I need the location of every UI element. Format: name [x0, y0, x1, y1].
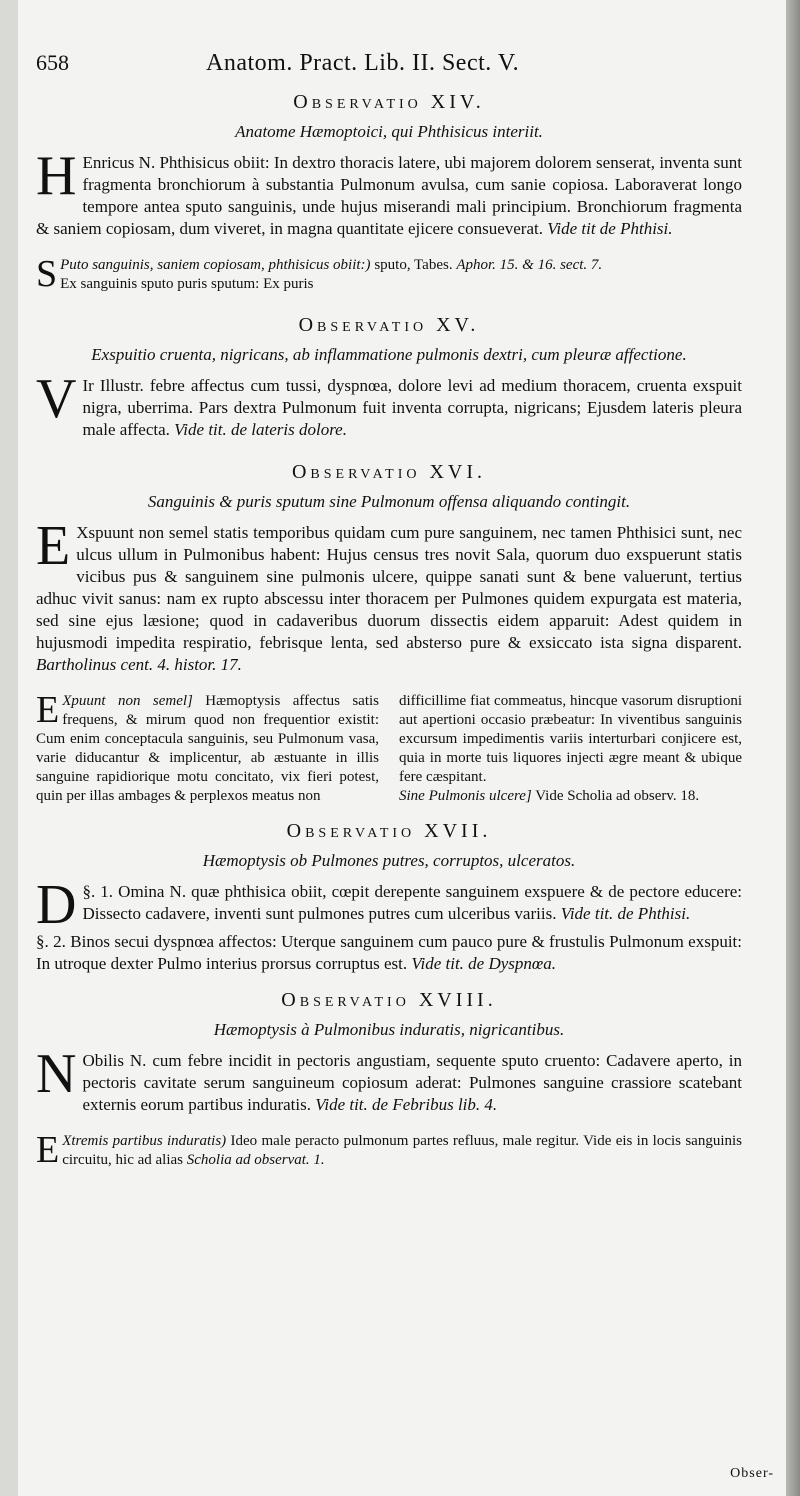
note-reference: Scholia ad observat. 1.	[186, 1152, 325, 1168]
observation-15-subtitle: Exspuitio cruenta, nigricans, ab inflammatione pulmonis dextri, cum pleuræ affectione.	[91, 345, 687, 364]
note-text: Ideo male peracto pulmonum partes refluus, male regitur. Vide eis in locis sanguinis circuitu, hic ad alias	[62, 1133, 743, 1168]
note-drop-cap: E	[36, 1129, 60, 1171]
drop-cap: N	[36, 1043, 77, 1105]
note-lemma: Xtremis partibus induratis)	[62, 1133, 227, 1149]
cross-reference: Vide tit. de Phthisi.	[560, 904, 691, 923]
observation-14-subtitle: Anatome Hæmoptoici, qui Phthisicus interiit.	[235, 122, 543, 141]
note-drop-cap: S	[36, 253, 58, 295]
cross-reference: Vide tit. de Febribus lib. 4.	[315, 1095, 498, 1114]
observation-15-text	[36, 368, 742, 441]
note-reference: Aphor. 15. & 16. sect. 7.	[456, 257, 603, 273]
body-text: Enricus N. Phthisicus obiit: In dextro thoracis latere, ubi majorem dolorem senserat, inventa sunt fragmenta bronchiorum à substantia Pulmonum avulsa, cum sanie copiosa. Laboraverat longo tempore antea sputo sanguinis, unde hujus miserandi mali principium. Bronchiorum fragmenta & saniem copiosam, dum viveret, in magna quantitate ejicere consueverat.	[36, 153, 742, 238]
note-drop-cap: E	[36, 689, 60, 731]
observation-15-title: Observatio XV.	[298, 314, 480, 336]
note-text: sputo, Tabes.	[374, 257, 453, 273]
note-reference: Vide Scholia ad observ. 18.	[535, 788, 700, 804]
observation-14-text	[36, 145, 742, 240]
drop-cap: D	[36, 874, 77, 936]
cross-reference: Vide tit. de lateris dolore.	[174, 420, 347, 439]
note-lemma: Puto sanguinis, saniem copiosam, phthisicus obiit:)	[60, 257, 371, 273]
observation-18-text	[36, 1043, 742, 1116]
observation-18-subtitle: Hæmoptysis à Pulmonibus induratis, nigricantibus.	[213, 1020, 565, 1039]
catchword: Obser-	[730, 1466, 774, 1481]
cross-reference: Bartholinus cent. 4. histor. 17.	[36, 655, 242, 674]
observation-18-title: Observatio XVIII.	[281, 989, 497, 1011]
observation-16-text	[36, 515, 742, 676]
section-number: §. 2.	[36, 932, 66, 951]
observation-14-title: Observatio XIV.	[293, 91, 485, 113]
note-lemma: Xpuunt non semel]	[62, 693, 193, 709]
commentary-left-column	[36, 689, 380, 806]
observation-17-subtitle: Hæmoptysis ob Pulmones putres, corruptos, ulceratos.	[202, 851, 576, 870]
observation-17-section-1	[36, 874, 743, 936]
observation-16-title: Observatio XVI.	[291, 461, 487, 483]
body-text: Ir Illustr. febre affectus cum tussi, dyspnœa, dolore levi ad medium thoracem, cruenta exspuit nigra, uberrima. Pars dextra Pulmonum fuit inventa corrupta, nigricans; Ejusdem lateris pleura male affecta.	[82, 376, 742, 439]
note-lemma: Sine Pulmonis ulcere]	[399, 788, 532, 804]
observation-16-commentary	[36, 689, 742, 806]
body-text: Binos secui dyspnœa affectos: Uterque sanguinem cum pauco pure & frustulis Pulmonum exspuit: In utroque dexter Pulmo interius prorsus corruptus est.	[36, 932, 743, 973]
drop-cap: E	[36, 515, 71, 577]
note-text: Hæmoptysis affectus satis frequens, & mirum quod non frequentior existit: Cum enim conceptacula sanguinis, seu Pulmonum vasa, varie diducantur & implicentur, ab æstuante in illis sanguine rapidiorique motu concitato, vix fieri potest, quin per illas ambages & perplexos meatus non	[36, 693, 380, 804]
observation-16-subtitle: Sanguinis & puris sputum sine Pulmonum offensa aliquando contingit.	[147, 492, 631, 511]
observation-17-title: Observatio XVII.	[286, 820, 492, 842]
page-number: 658	[36, 50, 69, 75]
drop-cap: H	[36, 145, 77, 207]
note-text: difficillime fiat commeatus, hincque vasorum disruptioni aut apertioni occasio præbeatur: In viventibus sanguinis excursum impedimentis variis interturbari conjicere est, quia in morte tuis liquores injecti ægre meant & ubique fere cæspitant.	[399, 693, 742, 785]
body-text: Xspuunt non semel statis temporibus quidam cum pure sanguinem, nec tamen Phthisici sunt, nec ulcus ullum in Pulmonibus habent: Hujus census tres novit Sala, quorum duo exspuerunt statis vicibus pus & sanguinem sine pulmonis ulcere, quippe sanati sunt & bene valuerunt, tertius adhuc vivit sanus: nam ex rupto abscessu inter thoracem per Pulmones quidem expurgata est materia, sed sine ejus læsione; quod in cadaveribus duorum dissectis eidem apparuit: Adest quidem in hujusmodi impedita respiratio, febrisque lenta, sed absterso pure & exsiccato ista signa disparent.	[36, 523, 742, 652]
observation-14-note	[36, 253, 742, 295]
drop-cap: V	[36, 368, 77, 430]
commentary-right-column	[399, 692, 742, 806]
cross-reference: Vide tit de Phthisi.	[547, 219, 673, 238]
gutter-shadow	[786, 0, 800, 1496]
section-number: §. 1.	[82, 882, 114, 901]
running-title: Anatom. Pract. Lib. II. Sect. V.	[206, 50, 520, 76]
running-head	[36, 50, 742, 77]
note-text-continued: Ex sanguinis sputo puris sputum: Ex puris	[60, 276, 314, 292]
body-text: Omina N. quæ phthisica obiit, cœpit derepente sanguinem exspuere & de pectore educere: Dissecto cadavere, inventi sunt pulmones putres cum ulceribus variis.	[82, 882, 743, 923]
observation-18-note	[36, 1129, 743, 1171]
cross-reference: Vide tit. de Dyspnœa.	[411, 954, 556, 973]
book-page	[18, 0, 786, 1496]
body-text: Obilis N. cum febre incidit in pectoris angustiam, sequente sputo cruento: Cadavere aperto, in pectoris cavitate serum sanguineum copiosum aderat: Pulmones sanguine crassiore scatebant externis eorum partibus induratis.	[82, 1051, 742, 1114]
observation-17-section-2	[36, 931, 742, 975]
